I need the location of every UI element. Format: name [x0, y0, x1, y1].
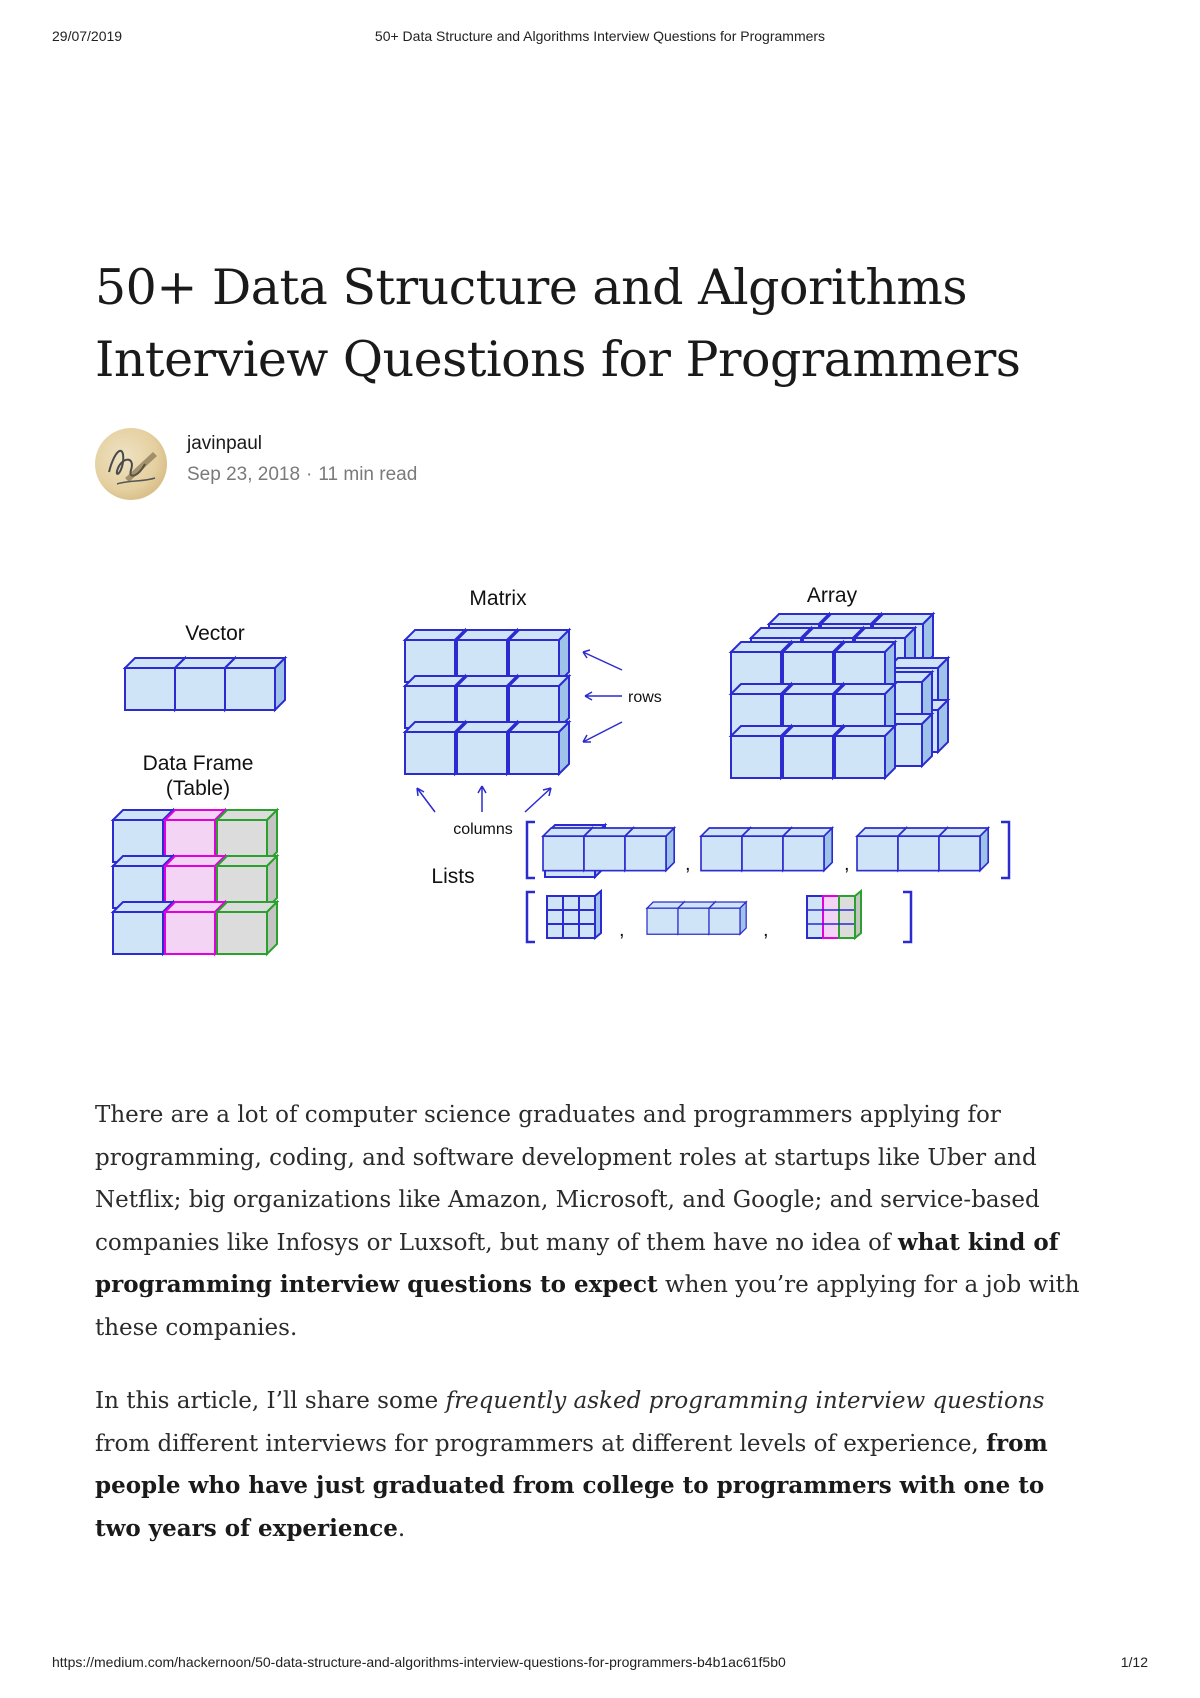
list-comma: , [763, 919, 769, 941]
scope-text-1: In this article, I’ll share some [95, 1388, 446, 1414]
print-footer [0, 1654, 1200, 1674]
array-label: Array [806, 584, 858, 607]
publish-date: Sep 23, 2018 [187, 464, 301, 485]
print-title: 50+ Data Structure and Algorithms Interview Questions for Programmers [374, 28, 826, 44]
read-time: 11 min read [318, 464, 418, 485]
intro-text-1: There are a lot of computer science graduates and programmers applying for programming, coding, and software development roles at startups like Uber and Netflix; big organizations like Amazon, Microsoft, and Google; and service-based companies like Infosys or Luxsoft, but many of them have no idea of [95, 1102, 1040, 1256]
array-shape [731, 614, 948, 778]
data-frame-shape [113, 810, 277, 954]
article-title [95, 252, 1115, 396]
intro-paragraph [95, 1094, 1095, 1349]
columns-label: columns [453, 821, 513, 838]
author-avatar[interactable] [95, 428, 167, 500]
scope-bold-text: from people who have just graduated from college to programmers with one to two years of experience [95, 1429, 1048, 1542]
rows-label: rows [628, 689, 662, 706]
print-date: 29/07/2019 [52, 28, 123, 44]
byline [95, 428, 695, 500]
title-line-1: 50+ Data Structure and Algorithms [95, 259, 967, 316]
scope-italic-text: frequently asked programming interview questions [445, 1388, 1045, 1414]
mini-data-frame [807, 891, 861, 938]
author-name[interactable]: javinpaul [187, 433, 262, 454]
data-structures-diagram [95, 570, 1115, 1040]
meta-separator: · [306, 464, 313, 485]
lists-label: Lists [431, 865, 475, 888]
post-meta [187, 464, 417, 486]
list-comma: , [619, 919, 625, 941]
source-url: https://medium.com/hackernoon/50-data-structure-and-algorithms-interview-questions-for-programmers-b4b1ac61f5b0 [52, 1654, 786, 1670]
scope-text-3: . [397, 1515, 406, 1542]
article-scope-paragraph [95, 1380, 1095, 1550]
scope-text-2: from different interviews for programmers at different levels of experience, [95, 1430, 987, 1457]
data-structures-figure [95, 570, 1115, 1040]
intro-bold-text: what kind of programming interview questions to expect [95, 1228, 1059, 1298]
page-number: 1/12 [1120, 1654, 1148, 1670]
data-frame-label: Data Frame [142, 752, 254, 775]
intro-text-2: when you’re applying for a job with these companies. [95, 1272, 1080, 1341]
print-header [0, 28, 1200, 48]
vector-label: Vector [185, 622, 245, 645]
signature-avatar-icon [95, 428, 167, 500]
vector-shape [125, 658, 285, 710]
title-line-2: Interview Questions for Programmers [95, 331, 1021, 388]
list-comma: , [685, 853, 691, 875]
table-label: (Table) [165, 777, 231, 800]
list-comma: , [844, 853, 850, 875]
matrix-label: Matrix [469, 587, 527, 610]
matrix-shape [405, 630, 569, 774]
lists-shape [527, 822, 1009, 942]
